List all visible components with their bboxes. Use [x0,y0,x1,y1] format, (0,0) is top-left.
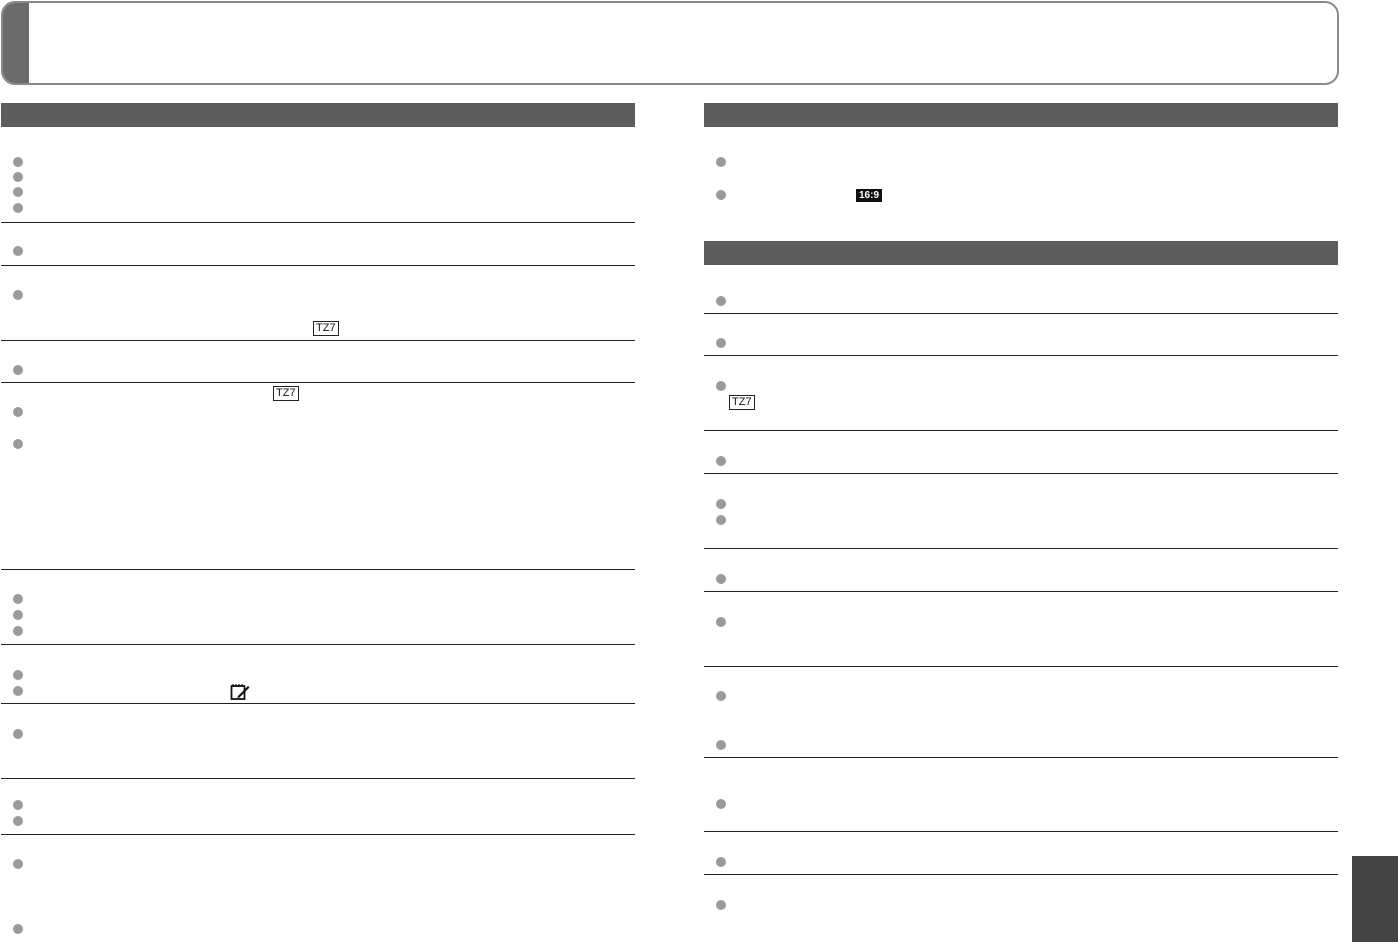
section-header-bar-right-second [704,241,1338,265]
divider [1,222,635,223]
model-badge-tz7: TZ7 [313,321,339,336]
bullet-icon [13,816,23,826]
divider [704,757,1338,758]
divider [704,355,1338,356]
divider [1,340,635,341]
bullet-icon [13,172,23,182]
divider [704,473,1338,474]
divider [1,703,635,704]
bullet-icon [716,900,726,910]
bullet-icon [13,187,23,197]
bullet-icon [716,515,726,525]
divider [1,569,635,570]
page-title-frame [1,1,1339,85]
bullet-icon [13,924,23,934]
bullet-icon [716,190,726,200]
bullet-icon [716,799,726,809]
divider [704,591,1338,592]
bullet-icon [716,157,726,167]
divider [704,548,1338,549]
divider [704,430,1338,431]
bullet-icon [13,686,23,696]
bullet-icon [716,617,726,627]
bullet-icon [716,691,726,701]
divider [704,313,1338,314]
section-header-bar-right-top [704,103,1338,127]
bullet-icon [13,157,23,167]
model-badge-tz7: TZ7 [729,395,755,410]
bullet-icon [13,439,23,449]
bullet-icon [13,365,23,375]
bullet-icon [716,456,726,466]
divider [1,382,635,383]
bullet-icon [13,729,23,739]
bullet-icon [716,740,726,750]
bullet-icon [13,859,23,869]
bullet-icon [13,800,23,810]
bullet-icon [716,857,726,867]
bullet-icon [13,290,23,300]
divider [704,831,1338,832]
divider [1,644,635,645]
bullet-icon [13,670,23,680]
divider [704,666,1338,667]
bullet-icon [13,594,23,604]
divider [704,874,1338,875]
model-badge-tz7: TZ7 [273,386,299,401]
divider [1,265,635,266]
section-header-bar-left [1,103,635,127]
bullet-icon [13,246,23,256]
bullet-icon [716,381,726,391]
bullet-icon [13,203,23,213]
bullet-icon [13,407,23,417]
bullet-icon [13,610,23,620]
chapter-edge-tab [1352,856,1398,942]
bullet-icon [716,574,726,584]
title-tab-marker [3,3,29,83]
aspect-ratio-badge: 16:9 [856,189,882,202]
bullet-icon [716,499,726,509]
bullet-icon [13,626,23,636]
memo-pencil-icon [230,683,250,701]
divider [1,834,635,835]
bullet-icon [716,338,726,348]
divider [1,778,635,779]
bullet-icon [716,296,726,306]
